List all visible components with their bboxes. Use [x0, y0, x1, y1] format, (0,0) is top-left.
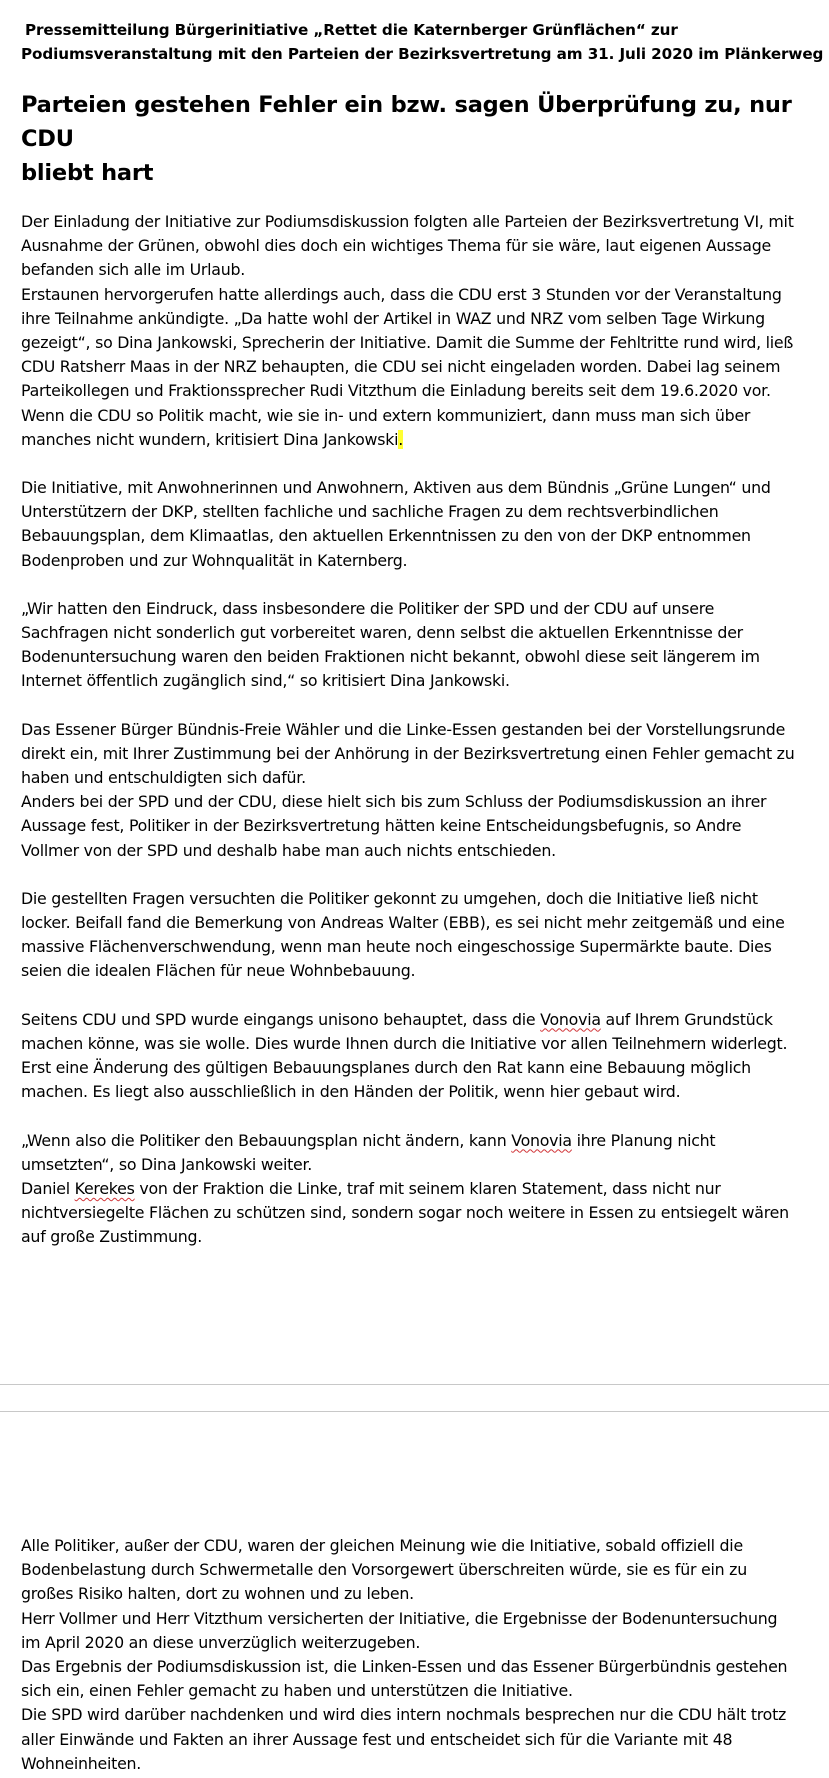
- text-line: Bodenbelastung durch Schwermetalle den Vorsorgewert überschreiten würde, sie es für ein zu: [21, 1560, 747, 1580]
- text-line: Bodenproben und zur Wohnqualität in Katernberg.: [21, 550, 408, 570]
- text-line: Bebauungsplan, dem Klimaatlas, den aktuellen Erkenntnissen zu den von der DKP entnommen: [21, 526, 751, 546]
- highlighted-text[interactable]: .: [398, 429, 404, 449]
- text-line: auf große Zustimmung.: [21, 1227, 203, 1247]
- text-line: [21, 1177, 829, 1201]
- text-line: befanden sich alle im Urlaub.: [21, 260, 246, 280]
- paragraph-1: [21, 210, 829, 452]
- text-line: „Wir hatten den Eindruck, dass insbesondere die Politiker der SPD und der CDU auf unsere: [21, 598, 715, 618]
- text-line: Unterstützern der DKP, stellten fachliche und sachliche Fragen zu dem rechtsverbindlichen: [21, 502, 719, 522]
- text-segment: „Wenn also die Politiker den Bebauungsplan nicht ändern, kann: [21, 1130, 512, 1150]
- text-line: Das Essener Bürger Bündnis-Freie Wähler und die Linke-Essen gestanden bei der Vorstellungsrunde: [21, 719, 786, 739]
- paragraph-2: [21, 476, 829, 573]
- text-line: Herr Vollmer und Herr Vitzthum versicherten der Initiative, die Ergebnisse der Bodenuntersuchung: [21, 1608, 778, 1628]
- text-line: [21, 1129, 829, 1153]
- text-line: [21, 1008, 829, 1032]
- text-line: [21, 428, 829, 452]
- text-line: Das Ergebnis der Podiumsdiskussion ist, die Linken-Essen und das Essener Bürgerbündnis gestehen: [21, 1657, 788, 1677]
- text-line: Wohneinheiten.: [21, 1753, 142, 1773]
- page-1-content: [21, 18, 829, 1250]
- page-break-divider: [0, 1384, 829, 1412]
- text-line: Sachfragen nicht sonderlich gut vorbereitet waren, denn selbst die aktuellen Erkenntnisse der: [21, 623, 743, 643]
- text-line: Internet öffentlich zugänglich sind,“ so kritisiert Dina Jankowski.: [21, 671, 510, 691]
- spellcheck-flagged-word[interactable]: Vonovia: [511, 1130, 572, 1150]
- paragraph-8: [21, 1534, 829, 1776]
- text-line: Alle Politiker, außer der CDU, waren der gleichen Meinung wie die Initiative, sobald offiziell die: [21, 1536, 743, 1555]
- text-line: seien die idealen Flächen für neue Wohnbebauung.: [21, 961, 416, 981]
- text-line: CDU Ratsherr Maas in der NRZ behaupten, die CDU sei nicht eingeladen worden. Dabei lag seinem: [21, 357, 781, 377]
- text-segment: von der Fraktion die Linke, traf mit seinem klaren Statement, dass nicht nur: [134, 1178, 721, 1198]
- header-line-1: Pressemitteilung Bürgerinitiative „Rettet die Katernberger Grünflächen“ zur: [25, 21, 678, 39]
- text-line: Ausnahme der Grünen, obwohl dies doch ein wichtiges Thema für sie wäre, laut eigenen Aussage: [21, 236, 771, 256]
- text-line: Aussage fest, Politiker in der Bezirksvertretung hätten keine Entscheidungsbefugnis, so Andre: [21, 816, 742, 836]
- text-segment: Seitens CDU und SPD wurde eingangs unisono behauptet, dass die: [21, 1009, 541, 1029]
- text-line: Der Einladung der Initiative zur Podiumsdiskussion folgten alle Parteien der Bezirksvertretung VI, mit: [21, 212, 794, 231]
- paragraph-3: [21, 597, 829, 694]
- text-line: locker. Beifall fand die Bemerkung von Andreas Walter (EBB), es sei nicht mehr zeitgemäß und eine: [21, 913, 785, 933]
- paragraph-4: [21, 718, 829, 863]
- press-release-header: [21, 18, 829, 66]
- headline-line-1: Parteien gestehen Fehler ein bzw. sagen Überprüfung zu, nur CDU: [21, 92, 792, 152]
- text-line: massive Flächenverschwendung, wenn man heute noch eingeschossige Supermärkte baute. Dies: [21, 937, 772, 957]
- header-line-2: Podiumsveranstaltung mit den Parteien der Bezirksvertretung am 31. Juli 2020 im Plänkerweg: [21, 45, 824, 63]
- text-line: nichtversiegelte Flächen zu schützen sind, sondern sogar noch weitere in Essen zu entsiegelt wären: [21, 1203, 789, 1223]
- text-line: im April 2020 an diese unverzüglich weiterzugeben.: [21, 1632, 421, 1652]
- text-line: Anders bei der SPD und der CDU, diese hielt sich bis zum Schluss der Podiumsdiskussion an ihrer: [21, 792, 767, 812]
- text-line: sich ein, einen Fehler gemacht zu haben und unterstützen die Initiative.: [21, 1681, 573, 1701]
- headline-line-2: bliebt hart: [21, 160, 154, 186]
- text-line: Die gestellten Fragen versuchten die Politiker gekonnt zu umgehen, doch die Initiative ließ nicht: [21, 888, 758, 908]
- text-line: haben und entschuldigten sich dafür.: [21, 768, 306, 788]
- text-line: großes Risiko halten, dort zu wohnen und zu leben.: [21, 1584, 414, 1604]
- text-line: umsetzten“, so Dina Jankowski weiter.: [21, 1154, 313, 1174]
- text-line: Wenn die CDU so Politik macht, wie sie in- und extern kommuniziert, dann muss man sich über: [21, 405, 751, 425]
- text-line: ihre Teilnahme ankündigte. „Da hatte wohl der Artikel in WAZ und NRZ vom selben Tage Wirkung: [21, 308, 765, 328]
- text-segment: manches nicht wundern, kritisiert Dina Jankowski: [21, 429, 399, 449]
- text-line: Bodenuntersuchung waren den beiden Fraktionen nicht bekannt, obwohl diese seit längerem im: [21, 647, 760, 667]
- paragraph-5: [21, 887, 829, 984]
- paragraph-7: [21, 1129, 829, 1250]
- text-segment: auf Ihrem Grundstück: [600, 1009, 773, 1029]
- text-line: machen. Es liegt also ausschließlich in den Händen der Politik, wenn hier gebaut wird.: [21, 1082, 681, 1102]
- page-2-content: [21, 1534, 829, 1776]
- headline: [21, 88, 829, 190]
- text-line: Vollmer von der SPD und deshalb habe man auch nichts entschieden.: [21, 840, 556, 860]
- text-segment: ihre Planung nicht: [571, 1130, 716, 1150]
- text-line: Erstaunen hervorgerufen hatte allerdings auch, dass die CDU erst 3 Stunden vor der Veranstaltung: [21, 284, 782, 304]
- text-line: gezeigt“, so Dina Jankowski, Sprecherin der Initiative. Damit die Summe der Fehltritte rund wird, ließ: [21, 333, 794, 353]
- text-line: Die Initiative, mit Anwohnerinnen und Anwohnern, Aktiven aus dem Bündnis „Grüne Lungen“ und: [21, 478, 771, 498]
- text-line: machen könne, was sie wolle. Dies wurde Ihnen durch die Initiative vor allen Teilnehmern widerlegt.: [21, 1033, 788, 1053]
- text-line: aller Einwände und Fakten an ihrer Aussage fest und entscheidet sich für die Variante mit 48: [21, 1729, 733, 1749]
- text-line: direkt ein, mit Ihrer Zustimmung bei der Anhörung in der Bezirksvertretung einen Fehler gemacht zu: [21, 743, 795, 763]
- text-line: Die SPD wird darüber nachdenken und wird dies intern nochmals besprechen nur die CDU hält trotz: [21, 1705, 787, 1725]
- paragraph-6: [21, 1008, 829, 1105]
- spellcheck-flagged-word[interactable]: Vonovia: [540, 1009, 601, 1029]
- text-line: Erst eine Änderung des gültigen Bebauungsplanes durch den Rat kann eine Bebauung möglich: [21, 1058, 751, 1078]
- text-segment: Daniel: [21, 1178, 75, 1198]
- spellcheck-flagged-word[interactable]: Kerekes: [74, 1178, 135, 1198]
- text-line: Parteikollegen und Fraktionssprecher Rudi Vitzthum die Einladung bereits seit dem 19.6.2020 vor.: [21, 381, 771, 401]
- document-page-2: [0, 1412, 829, 1778]
